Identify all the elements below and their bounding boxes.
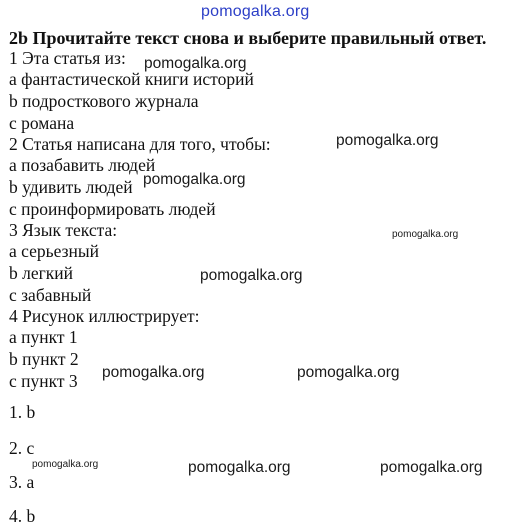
question-3-option-c: c забавный bbox=[9, 285, 92, 305]
watermark: pomogalka.org bbox=[336, 132, 439, 149]
question-3-prompt: 3 Язык текста: bbox=[9, 220, 118, 240]
question-2-option-b: b удивить людей bbox=[9, 177, 133, 197]
watermark: pomogalka.org bbox=[188, 459, 291, 476]
watermark-top: pomogalka.org bbox=[201, 3, 310, 20]
question-1-prompt: 1 Эта статья из: bbox=[9, 48, 126, 68]
watermark: pomogalka.org bbox=[200, 267, 303, 284]
watermark: pomogalka.org bbox=[297, 364, 400, 381]
question-4-option-a: a пункт 1 bbox=[9, 327, 78, 347]
question-2-option-a: a позабавить людей bbox=[9, 155, 156, 175]
watermark: pomogalka.org bbox=[32, 459, 99, 470]
question-3-option-a: a серьезный bbox=[9, 241, 100, 261]
task-title: 2b Прочитайте текст снова и выберите правильный ответ. bbox=[9, 28, 487, 48]
question-3-option-b: b легкий bbox=[9, 263, 74, 283]
answer-3: 3. a bbox=[9, 472, 35, 492]
watermark: pomogalka.org bbox=[392, 229, 459, 240]
watermark: pomogalka.org bbox=[143, 171, 246, 188]
question-4-option-c: c пункт 3 bbox=[9, 371, 78, 391]
question-4-prompt: 4 Рисунок иллюстрирует: bbox=[9, 306, 200, 326]
question-2-option-c: c проинформировать людей bbox=[9, 199, 216, 219]
answer-1: 1. b bbox=[9, 402, 36, 422]
question-1-option-b: b подросткового журнала bbox=[9, 91, 199, 111]
question-4-option-b: b пункт 2 bbox=[9, 349, 79, 369]
question-1-option-c: c романа bbox=[9, 113, 75, 133]
watermark: pomogalka.org bbox=[380, 459, 483, 476]
question-2-prompt: 2 Статья написана для того, чтобы: bbox=[9, 134, 271, 154]
answer-4: 4. b bbox=[9, 506, 36, 526]
watermark: pomogalka.org bbox=[144, 55, 247, 72]
answer-2: 2. c bbox=[9, 438, 35, 458]
question-1-option-a: a фантастической книги историй bbox=[9, 69, 254, 89]
watermark: pomogalka.org bbox=[102, 364, 205, 381]
